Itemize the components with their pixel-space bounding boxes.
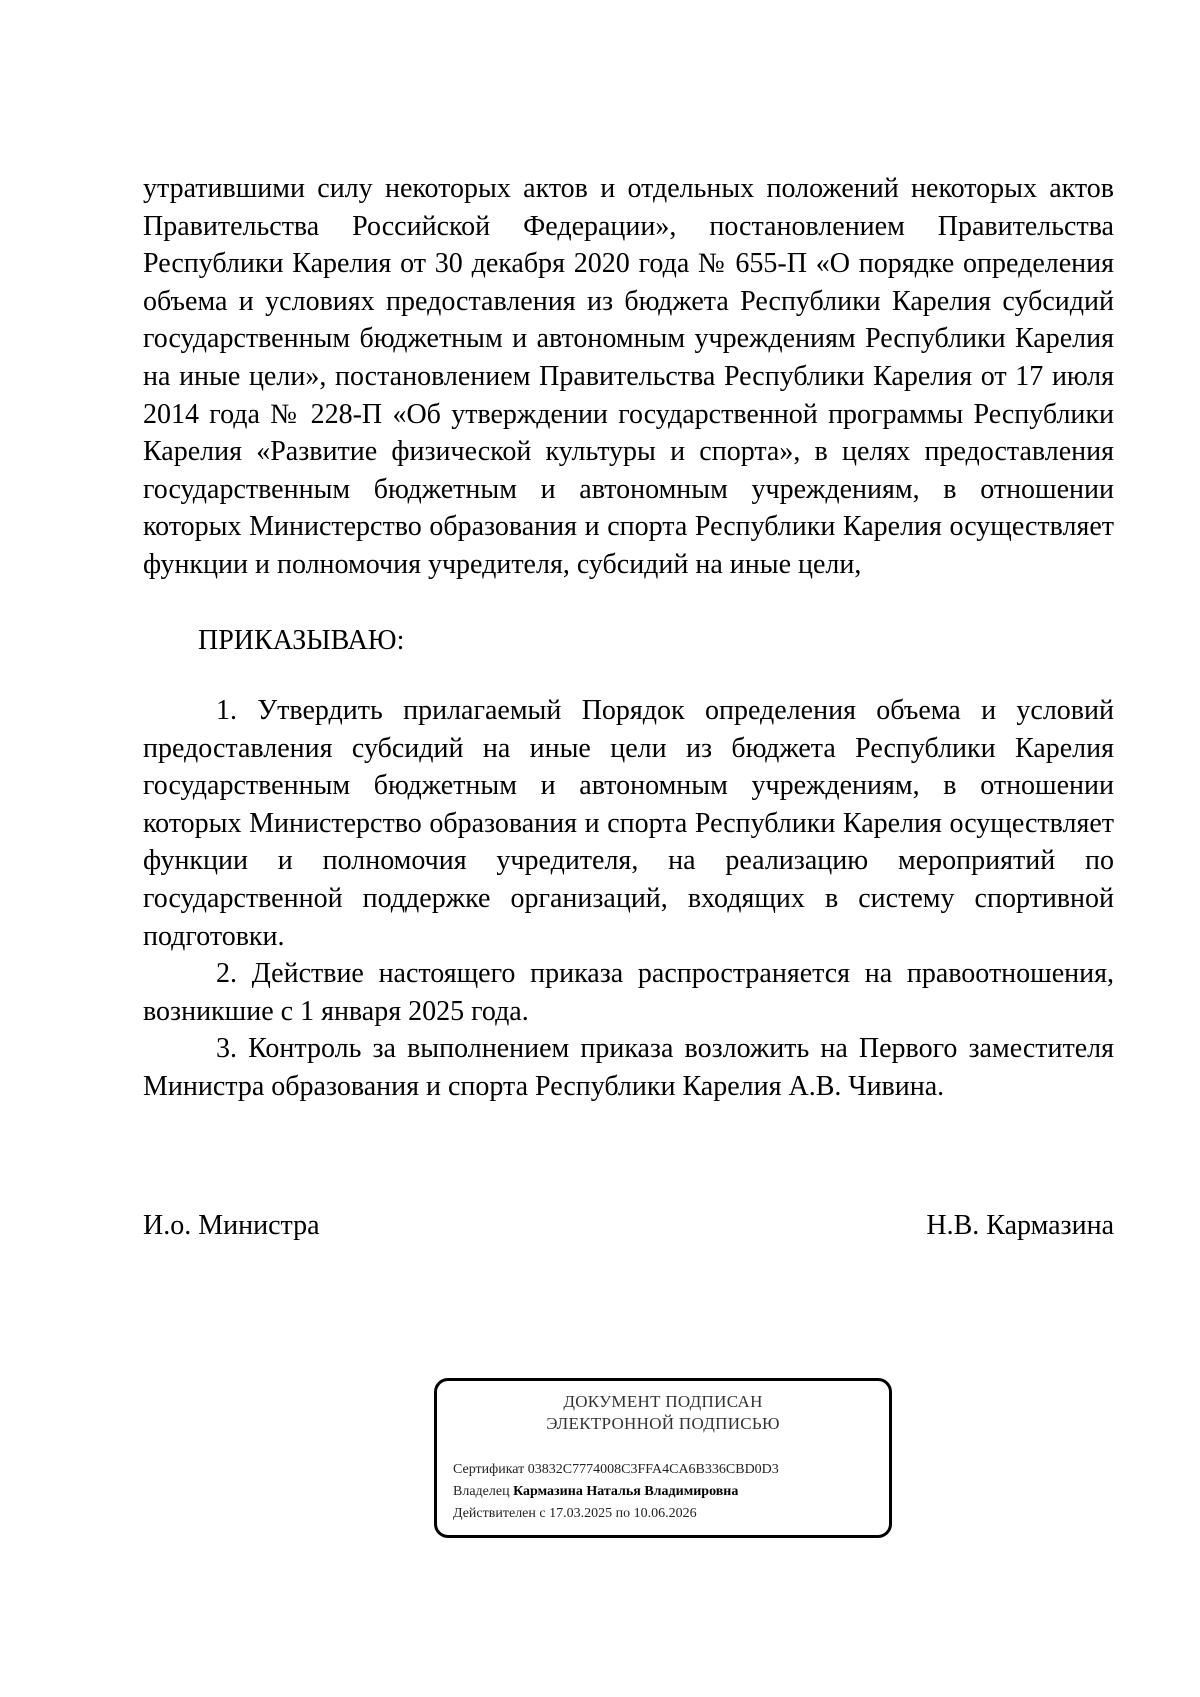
- stamp-owner-value: Кармазина Наталья Владимировна: [513, 1484, 739, 1499]
- clause-1: 1. Утвердить прилагаемый Порядок определения объема и условий предоставления субсидий на иные цели из бюджета Республики Карелия государственным бюджетным и автономным учреждениям, в отношении которых Министерство образования и спорта Республики Карелия осуществляет функции и полномочия учредителя, на реализацию мероприятий по государственной поддержке организаций, входящих в систему спортивной подготовки.: [143, 695, 1114, 952]
- stamp-valid-to: 10.06.2026: [633, 1506, 697, 1521]
- preamble-paragraph: [143, 170, 1114, 584]
- signature-row: [143, 1207, 1114, 1245]
- electronic-signature-stamp: [434, 1378, 892, 1538]
- stamp-owner-label: Владелец: [453, 1484, 510, 1499]
- stamp-certificate-line: [453, 1459, 779, 1481]
- stamp-certificate-label: Сертификат: [453, 1462, 525, 1477]
- clause-2: 2. Действие настоящего приказа распространяется на правоотношения, возникшие с 1 января 2025 года.: [143, 958, 1114, 1027]
- signatory-position: И.о. Министра: [143, 1210, 320, 1241]
- stamp-valid-from: 17.03.2025: [549, 1506, 613, 1521]
- stamp-certificate-value: 03832C7774008C3FFA4CA6B336CBD0D3: [527, 1462, 779, 1477]
- stamp-details: [453, 1459, 779, 1525]
- stamp-title-line-2: ЭЛЕКТРОННОЙ ПОДПИСЬЮ: [546, 1414, 780, 1433]
- clause-3: 3. Контроль за выполнением приказа возложить на Первого заместителя Министра образования и спорта Республики Карелия А.В. Чивина.: [143, 1033, 1114, 1102]
- stamp-valid-label: Действителен с: [453, 1506, 546, 1521]
- stamp-valid-to-label: по: [615, 1506, 631, 1521]
- signatory-name: Н.В. Кармазина: [926, 1210, 1114, 1241]
- preamble-text: утратившими силу некоторых актов и отдельных положений некоторых актов Правительства Российской Федерации», постановлением Правительства Республики Карелия от 30 декабря 2020 года № 655-П «О порядке определения объема и условиях предоставления из бюджета Республики Карелия субсидий государственным бюджетным и автономным учреждениям Республики Карелия на иные цели», постановлением Правительства Республики Карелия от 17 июля 2014 года № 228-П «Об утверждении государственной программы Республики Карелия «Развитие физической культуры и спорта», в целях предоставления государственным бюджетным и автономным учреждениям, в отношении которых Министерство образования и спорта Республики Карелия осуществляет функции и полномочия учредителя, субсидий на иные цели,: [143, 173, 1114, 580]
- order-word: ПРИКАЗЫВАЮ:: [198, 625, 405, 656]
- order-heading: [198, 622, 404, 660]
- stamp-title: [437, 1391, 889, 1435]
- order-clauses: [143, 692, 1114, 1106]
- stamp-title-line-1: ДОКУМЕНТ ПОДПИСАН: [563, 1392, 763, 1411]
- stamp-validity-line: [453, 1503, 779, 1525]
- stamp-owner-line: [453, 1481, 779, 1503]
